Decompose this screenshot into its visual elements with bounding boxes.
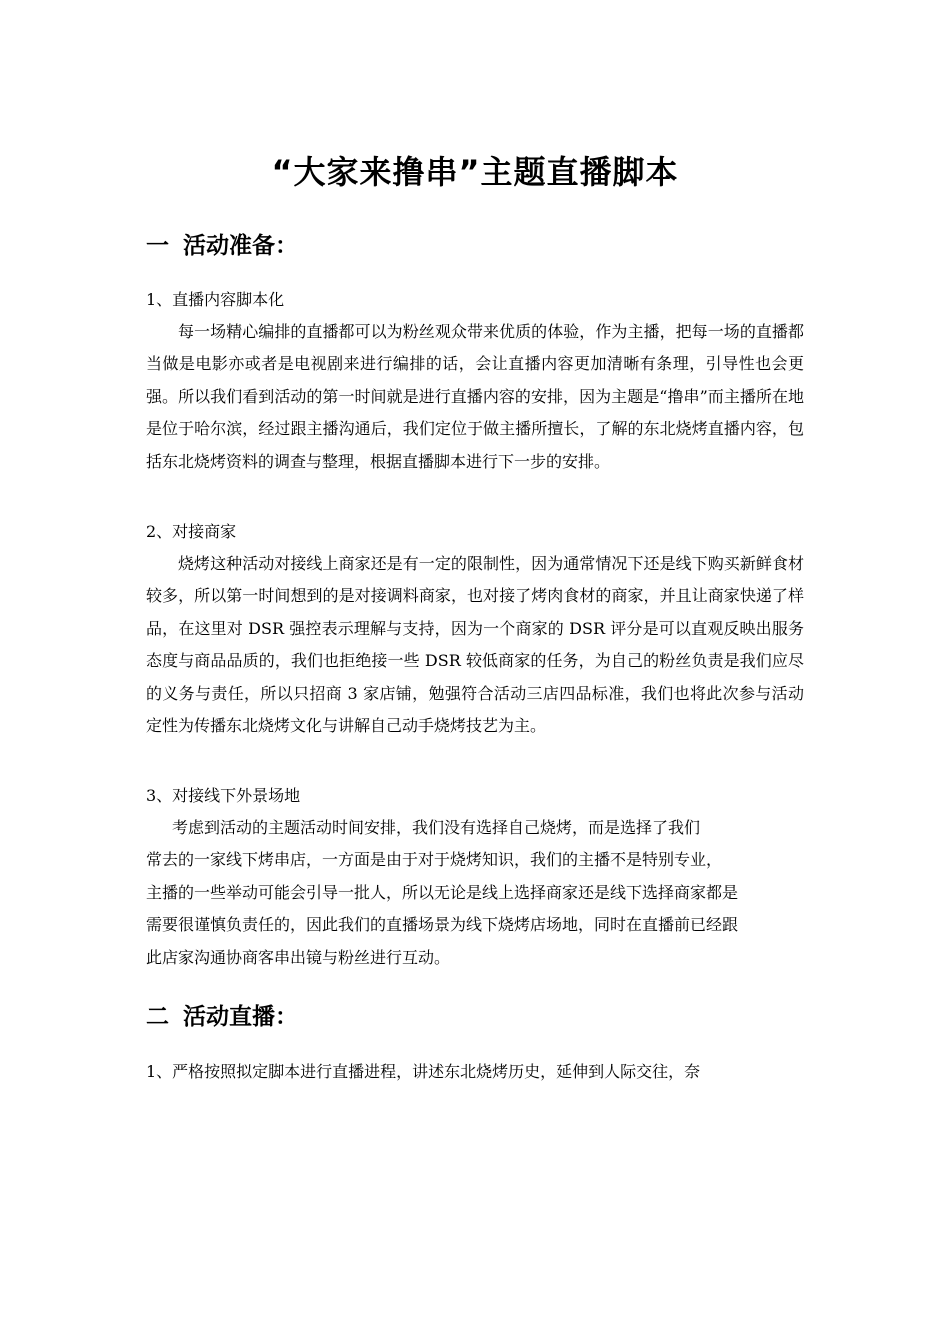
item-label-offline-venue: 3、对接线下外景场地 [146, 786, 301, 805]
item-label-script-execution: 1、严格按照拟定脚本进行直播进程，讲述东北烧烤历史，延伸到人际交往，奈 [146, 1062, 701, 1081]
item-label-content-script: 1、直播内容脚本化 [146, 290, 285, 309]
section-number: 一 [146, 233, 169, 259]
paragraph-line: 需要很谨慎负责任的，因此我们的直播场景为线下烧烤店场地，同时在直播前已经跟 [146, 915, 739, 935]
section-number: 二 [146, 1004, 169, 1030]
section-heading-preparation [146, 230, 298, 262]
paragraph-line: 常去的一家线下烤串店，一方面是由于对于烧烤知识，我们的主播不是特别专业， [146, 850, 723, 870]
paragraph-merchants: 烧烤这种活动对接线上商家还是有一定的限制性，因为通常情况下还是线下购买新鲜食材较多，所以第一时间想到的是对接调料商家，也对接了烤肉食材的商家，并且让商家快递了样品，在这里对 DSR 强控表示理解与支持，因为一个商家的 DSR 评分是可以直观反映出服务态度与商品品质的，我们也拒绝接一些 DSR 较低商家的任务，为自己的粉丝负责是我们应尽的义务与责任，所以只招商 3 家店铺，勉强符合活动三店四品标准，我们也将此次参与活动定性为传播东北烧烤文化与讲解自己动手烧烤技艺为主。 [146, 554, 804, 736]
section-heading-live [146, 1001, 298, 1033]
paragraph-line: 考虑到活动的主题活动时间安排，我们没有选择自己烧烤，而是选择了我们 [172, 818, 701, 837]
section-heading-text: 活动直播： [183, 1004, 298, 1030]
document-title: “大家来撸串”主题直播脚本 [271, 153, 679, 191]
item-label-merchants: 2、对接商家 [146, 522, 237, 541]
paragraph-line: 主播的一些举动可能会引导一批人，所以无论是线上选择商家还是线下选择商家都是 [146, 882, 739, 902]
paragraph-offline-venue [146, 812, 804, 974]
paragraph-line: 此店家沟通协商客串出镜与粉丝进行互动。 [146, 947, 451, 967]
paragraph-content-script: 每一场精心编排的直播都可以为粉丝观众带来优质的体验，作为主播，把每一场的直播都当做是电影亦或者是电视剧来进行编排的话，会让直播内容更加清晰有条理，引导性也会更强。所以我们看到活动的第一时间就是进行直播内容的安排，因为主题是“撸串”而主播所在地是位于哈尔滨，经过跟主播沟通后，我们定位于做主播所擅长，了解的东北烧烤直播内容，包括东北烧烤资料的调查与整理，根据直播脚本进行下一步的安排。 [146, 322, 804, 471]
section-heading-text: 活动准备： [183, 233, 298, 259]
